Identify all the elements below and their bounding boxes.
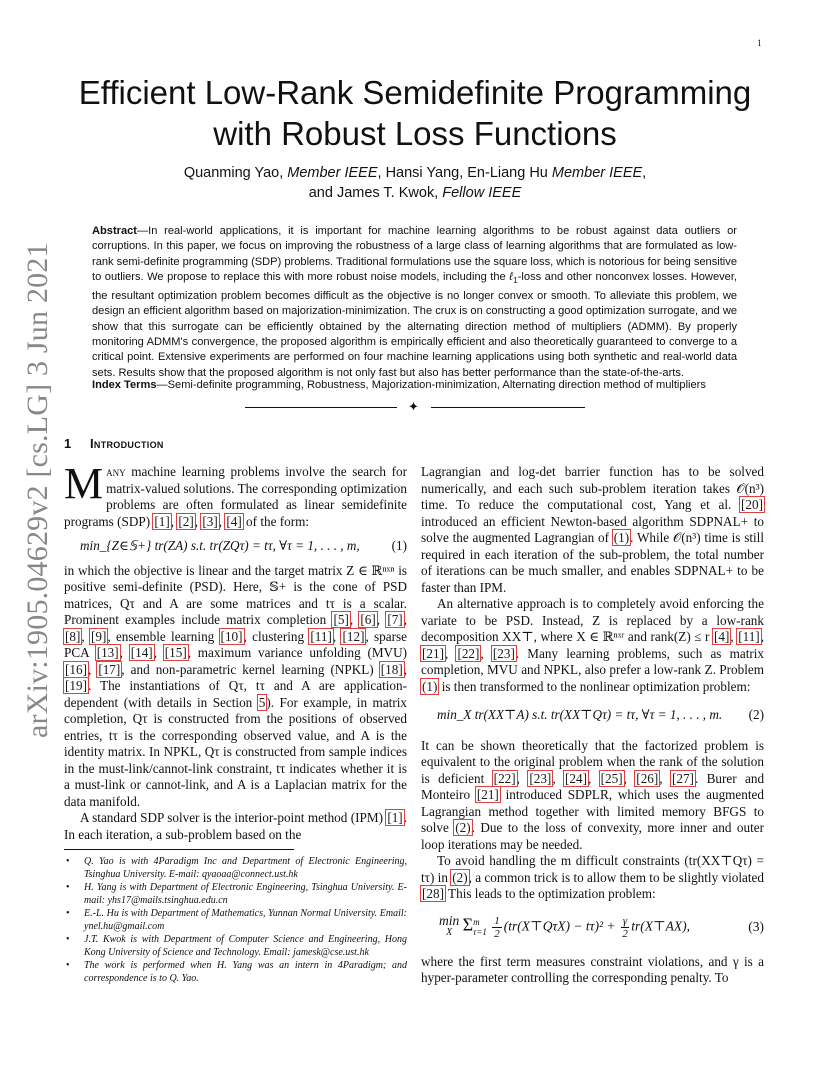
min-operator bbox=[439, 915, 459, 939]
paragraph-text: This leads to the optimization problem: bbox=[444, 886, 656, 901]
paragraph-text: introduced an efficient Newton-based algorithm SDPNAL+ to solve the augmented Lagrangian of bbox=[421, 513, 764, 545]
right-column bbox=[421, 464, 764, 987]
citation-link[interactable]: [11] bbox=[310, 628, 332, 644]
abstract-label: Abstract bbox=[92, 225, 138, 237]
equation-body bbox=[421, 915, 690, 940]
min-subscript: X bbox=[446, 927, 453, 938]
citation-link[interactable]: [18] bbox=[380, 661, 403, 677]
citation-link[interactable]: [26] bbox=[636, 770, 659, 786]
fraction-half bbox=[492, 915, 502, 940]
paper-title bbox=[60, 72, 770, 154]
paragraph-text: in which the objective is linear and the target matrix Z ∈ ℝⁿˣⁿ is positive semi-definite (PSD). Here, 𝕊+ is the cone of PSD matrices, Qτ and A are some matrices and tτ is a scalar. Prominent examples include matrix completion bbox=[64, 562, 407, 627]
citation-link[interactable]: [17] bbox=[98, 661, 121, 677]
equation-3 bbox=[421, 915, 764, 940]
citation-link[interactable]: [4] bbox=[713, 629, 730, 644]
citation-link[interactable]: [20] bbox=[741, 497, 763, 512]
equation-link[interactable]: (1) bbox=[422, 678, 438, 694]
paragraph-text: , a common trick is to allow them to be slightly violated bbox=[468, 869, 764, 885]
citation-link[interactable]: [1] bbox=[154, 513, 170, 529]
footnote-kwok: • J.T. Kwok is with Department of Computer Science and Engineering, Hong Kong University of Science and Technology. Email: jamesk@cse.ust.hk bbox=[64, 933, 407, 959]
title-line-2: with Robust Loss Functions bbox=[213, 115, 617, 152]
citation-link[interactable]: [23] bbox=[529, 770, 552, 786]
citation-link[interactable]: [2] bbox=[178, 513, 194, 529]
section-number: 1 bbox=[64, 436, 72, 451]
numerator: γ bbox=[622, 914, 628, 927]
denominator: 2 bbox=[622, 927, 628, 940]
paragraph-text: . While 𝒪(n³) time is still required in each iteration of the sub-problem, the total number of iterations can be much smaller, and enables SDPNAL+ to be faster than IPM. bbox=[421, 530, 764, 595]
numerator: 1 bbox=[494, 914, 500, 927]
paragraph-text: A standard SDP solver is the interior-point method (IPM) bbox=[80, 810, 387, 825]
arxiv-identifier-stamp[interactable]: arXiv:1905.04629v2 [cs.LG] 3 Jun 2021 bbox=[21, 242, 54, 738]
equation-number: (1) bbox=[391, 538, 407, 553]
abstract bbox=[92, 224, 737, 381]
citation-link[interactable]: [7] bbox=[387, 612, 403, 627]
right-paragraph-5: where the first term measures constraint violations, and γ is a hyper-parameter controlling the corresponding penalty. To bbox=[421, 953, 764, 985]
l1-subscript: 1 bbox=[513, 276, 518, 286]
paragraph-text: , maximum variance unfolding (MVU) bbox=[187, 645, 407, 660]
paragraph-text: , ensemble learning bbox=[107, 628, 220, 644]
right-paragraph-1 bbox=[421, 464, 764, 596]
footnote-intern: • The work is performed when H. Yang was an intern in 4Paradigm; and correspondence is to Q. Yao. bbox=[64, 959, 407, 985]
paragraph-text: To avoid handling the m difficult constraints (tr(XX⊤Qτ) = tτ) in bbox=[421, 853, 764, 885]
citation-link[interactable]: [13] bbox=[96, 645, 119, 660]
title-line-1: Efficient Low-Rank Semidefinite Programming bbox=[78, 74, 752, 111]
index-terms bbox=[92, 378, 737, 393]
author-line-2 bbox=[60, 183, 770, 203]
paragraph-text: Lagrangian and log-det barrier function has to be solved numerically, and each such sub-problem iteration takes 𝒪(n³) time. To reduce the computational cost, Yang et al. bbox=[421, 464, 764, 512]
equation-1 bbox=[64, 538, 407, 555]
equation-body: min_X tr(XX⊤A) s.t. tr(XX⊤Qτ) = tτ, ∀τ = 1, . . . , m. bbox=[437, 707, 723, 722]
paragraph-text: . Many learning problems, such as matrix completion, MVU and NPKL, also prefer a low-rank Z. Problem bbox=[421, 645, 765, 677]
author-kwok: and James T. Kwok, bbox=[308, 185, 443, 201]
citation-link[interactable]: [11] bbox=[738, 629, 760, 644]
paragraph-text: machine learning problems involve the search for matrix-valued solutions. The corresponding optimization problems are often formulated as linear semidefinite programs (SDP) bbox=[64, 464, 407, 529]
equation-end: tr(X⊤AX), bbox=[631, 918, 691, 934]
right-paragraph-3: It can be shown theoretically that the factorized problem is equivalent to the original problem when the rank of the solution is deficient [22], [23], [24], [25], [26], [27]. Burer and Monteiro [21] introduced SDPLR, which uses the augmented Lagrangian method together with limited memory BFGS to solve (2). Due to the loss of convexity, more inner and outer loop iterations may be needed. bbox=[421, 737, 765, 852]
citation-link[interactable]: [21] bbox=[422, 645, 444, 661]
author-yang-hu: , Hansi Yang, En-Liang Hu bbox=[377, 165, 552, 181]
equation-number: (2) bbox=[748, 707, 764, 722]
author-role: Fellow IEEE bbox=[442, 185, 522, 201]
min-label: min bbox=[439, 913, 460, 928]
citation-link[interactable]: [16] bbox=[65, 661, 87, 677]
section-heading bbox=[64, 436, 164, 451]
citation-link[interactable]: [1] bbox=[387, 810, 403, 825]
intro-paragraph-3 bbox=[64, 810, 407, 843]
index-terms-label: Index Terms bbox=[92, 379, 157, 391]
section-divider bbox=[245, 399, 585, 415]
drop-cap-continuation: any bbox=[106, 464, 126, 479]
paragraph-text: An alternative approach is to completely avoid enforcing the variate to be PSD. Instead, Z is replaced by a low-rank decomposition XX⊤, where X ∈ ℝⁿˣʳ and rank(Z) ≤ r bbox=[421, 596, 764, 644]
divider-ornament-icon: ✦ bbox=[408, 399, 419, 414]
right-paragraph-2: An alternative approach is to completely avoid enforcing the variate to be PSD. Instead, Z is replaced by a low-rank decomposition XX⊤, where X ∈ ℝⁿˣʳ and rank(Z) ≤ r [4], [11], [21], [22], [23]. Many learning problems, such as matrix completion, MVU and NPKL, also prefer a low-rank Z. Problem (1) is then transformed to the nonlinear optimization problem: bbox=[421, 596, 765, 694]
fraction-gamma bbox=[621, 915, 629, 940]
author-yao: Quanming Yao, bbox=[183, 165, 288, 181]
footnotes bbox=[64, 855, 407, 985]
equation-link[interactable]: (2) bbox=[452, 869, 468, 885]
citation-link[interactable]: [22] bbox=[457, 645, 480, 661]
abstract-text-cont: -loss and other nonconvex losses. However, the resultant optimization problem becomes difficult as the objective is no longer convex or smooth. To alleviate this problem, we design an efficient algorithm based on majorization-minimization. The crux is on constructing a good optimization surrogate, and we show that this surrogate can be efficiently obtained by the alternating direction method of multipliers (ADMM). By properly monitoring ADMM's convergence, the proposed algorithm is empirically efficient and also theoretically guaranteed to converge to a critical point. Extensive experiments are performed on four machine learning applications using both synthetic and real-world data sets. Results show that the proposed algorithm is not only fast but also has better performance than the state-of-the-arts. bbox=[92, 271, 737, 379]
paragraph-text: , sparse PCA bbox=[64, 628, 408, 660]
author-line-1 bbox=[60, 163, 770, 183]
equation-body: min_{Z∈𝕊+} tr(ZA) s.t. tr(ZQτ) = tτ, ∀τ = 1, . . . , m, bbox=[80, 538, 360, 553]
citation-link[interactable]: [3] bbox=[202, 513, 218, 529]
section-link[interactable]: 5 bbox=[258, 694, 266, 710]
footnote-rule bbox=[64, 849, 294, 850]
paragraph-text: . In each iteration, a sub-problem based on the bbox=[64, 810, 407, 842]
equation-link[interactable]: (2) bbox=[455, 820, 471, 835]
citation-link[interactable]: [21] bbox=[476, 787, 499, 802]
paragraph-text: . The instantiations of Qτ, tτ and A are application-dependent (with details in Section bbox=[64, 678, 407, 710]
page-number: 1 bbox=[757, 38, 762, 48]
sum-lower: τ=1 bbox=[473, 927, 487, 937]
citation-link[interactable]: [14] bbox=[130, 645, 153, 660]
author-list bbox=[60, 163, 770, 203]
author-role: Member IEEE bbox=[551, 165, 643, 181]
citation-link[interactable]: [22] bbox=[493, 770, 516, 786]
paragraph-text: introduced SDPLR, which uses the augmented Lagrangian method together with limited memory BFGS to solve bbox=[421, 787, 764, 835]
paragraph-text: , and non-parametric kernel learning (NPKL) bbox=[121, 661, 380, 677]
citation-link[interactable]: [10] bbox=[220, 628, 243, 644]
citation-link[interactable]: [9] bbox=[90, 628, 107, 644]
right-paragraph-4 bbox=[421, 853, 764, 903]
citation-link[interactable]: [15] bbox=[164, 645, 187, 660]
paragraph-text: , clustering bbox=[243, 628, 310, 644]
denominator: 2 bbox=[494, 927, 500, 940]
footnote-list bbox=[64, 855, 407, 985]
equation-number: (3) bbox=[748, 918, 764, 934]
left-column bbox=[64, 459, 408, 843]
paragraph-text: . Due to the loss of convexity, more inner and outer loop iterations may be needed. bbox=[421, 820, 764, 852]
sum-limits bbox=[473, 917, 487, 937]
citation-link[interactable]: [27] bbox=[671, 770, 694, 786]
author-separator: , bbox=[642, 165, 647, 181]
paragraph-text: of the form: bbox=[242, 513, 310, 529]
l1-symbol: ℓ bbox=[509, 271, 514, 284]
citation-link[interactable]: [24] bbox=[564, 770, 587, 786]
abstract-text: —In real-world applications, it is important for machine learning algorithms to be robust against data outliers or corruptions. In this paper, we focus on improving the robustness of a large class of learning algorithms that are formulated as low-rank semi-definite programming (SDP) problems. Traditional formulations use the square loss, which is notorious for being sensitive to outliers. We propose to replace this with more robust noise models, including the bbox=[92, 225, 737, 284]
equation-2 bbox=[421, 707, 764, 724]
equation-link[interactable]: (1) bbox=[613, 530, 630, 545]
sum-symbol: Σ bbox=[462, 914, 474, 935]
footnote-yang: • H. Yang is with Department of Electronic Engineering, Tsinghua University. E-mail: yhs17@mails.tsinghua.edu.cn bbox=[64, 881, 407, 907]
citation-link[interactable]: [28] bbox=[422, 886, 444, 901]
citation-link[interactable]: [8] bbox=[65, 628, 81, 644]
footnote-yao: • Q. Yao is with 4Paradigm Inc and Department of Electronic Engineering, Tsinghua University. E-mail: qyaoaa@connect.ust.hk bbox=[64, 855, 407, 881]
citation-link[interactable]: [12] bbox=[342, 628, 365, 644]
index-terms-text: —Semi-definite programming, Robustness, Majorization-minimization, Alternating direction method of multipliers bbox=[156, 379, 706, 391]
sum-upper: m bbox=[473, 917, 480, 927]
paragraph-text: . Burer and Monteiro bbox=[421, 770, 765, 802]
citation-link[interactable]: [5] bbox=[333, 612, 349, 627]
paragraph-text: ). For example, in matrix completion, Qτ is constructed from the positions of observed entries, tτ is the corresponding observed value, and A is the identity matrix. In NPKL, Qτ is constructed from sample indices in the must-link/cannot-link constraint, tτ indicates whether it is a must-link or cannot-link, and A is a Laplacian matrix for the data manifold. bbox=[64, 694, 407, 809]
citation-link[interactable]: [23] bbox=[492, 645, 515, 661]
divider-line-left bbox=[245, 407, 397, 408]
citation-link[interactable]: [19] bbox=[65, 678, 87, 693]
intro-paragraph-2: in which the objective is linear and the target matrix Z ∈ ℝⁿˣⁿ is positive semi-definite (PSD). Here, 𝕊+ is the cone of PSD matrices, Qτ and A are some matrices and tτ is a scalar. Prominent examples include matrix completion [5], [6], [7], [8], [9], ensemble learning [10], clustering [11], [12], sparse PCA [13], [14], [15], maximum variance unfolding (MVU) [16], [17], and non-parametric kernel learning (NPKL) [18], [19]. The instantiations of Qτ, tτ and A are application-dependent (with details in Section 5). For example, in matrix completion, Qτ is constructed from the positions of observed entries, tτ is the corresponding observed value, and A is the identity matrix. In NPKL, Qτ is constructed from sample indices in the must-link/cannot-link constraint, tτ indicates whether it is a must-link or cannot-link, and A is a Laplacian matrix for the data manifold. bbox=[64, 562, 408, 809]
footnote-hu: • E.-L. Hu is with Department of Mathematics, Yunnan Normal University. Email: ynel.hu@gmail.com bbox=[64, 907, 407, 933]
citation-link[interactable]: [4] bbox=[226, 513, 242, 529]
intro-paragraph-1: Many machine learning problems involve the search for matrix-valued solutions. The corresponding optimization problems are often formulated as linear semidefinite programs (SDP) [1], [2], [3], [4] of the form: bbox=[64, 459, 407, 529]
paragraph-text: It can be shown theoretically that the factorized problem is equivalent to the original problem when the rank of the solution is deficient bbox=[421, 737, 764, 786]
author-role: Member IEEE bbox=[287, 165, 378, 181]
divider-line-right bbox=[431, 407, 585, 408]
citation-link[interactable]: [25] bbox=[600, 770, 623, 786]
paragraph-text: is then transformed to the nonlinear optimization problem: bbox=[438, 678, 751, 694]
section-title: Introduction bbox=[90, 436, 164, 451]
citation-link[interactable]: [6] bbox=[360, 612, 376, 627]
equation-mid: (tr(X⊤QτX) − tτ)² + bbox=[503, 918, 619, 934]
drop-cap: M bbox=[64, 459, 104, 508]
